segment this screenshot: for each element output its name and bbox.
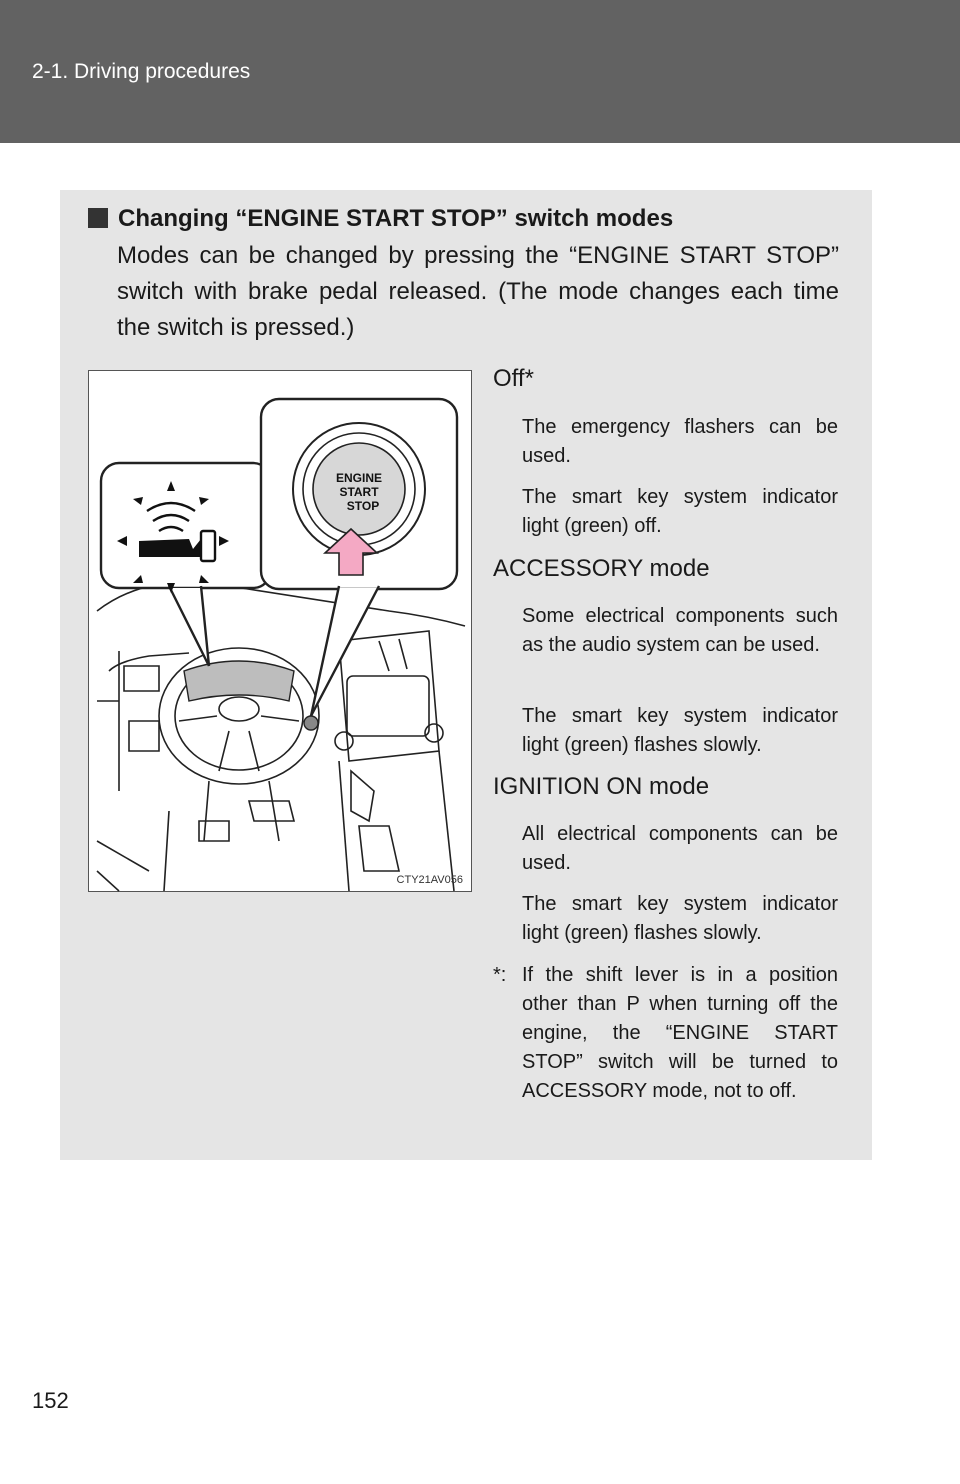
mode-accessory-line-2: The smart key system indicator light (green) flashes slowly. <box>522 705 838 756</box>
square-bullet-icon <box>88 208 108 228</box>
dashboard-illustration <box>88 370 472 892</box>
footnote-mark: *: <box>493 964 507 986</box>
mode-title-accessory: ACCESSORY mode <box>493 555 710 582</box>
mode-ignition-line-1: All electrical components can be used. <box>522 823 838 874</box>
section-title: 2-1. Driving procedures <box>32 60 251 83</box>
footnote-text: If the shift lever is in a position other than P when turning off the engine, the “ENGINE START STOP” switch will be turned to ACCESSORY mode, not to off. <box>522 964 838 1102</box>
mode-off-line-1: The emergency flashers can be used. <box>522 416 838 467</box>
button-label-stop: STOP <box>346 499 380 513</box>
button-label-start: START <box>339 485 379 499</box>
mode-title-off: Off* <box>493 365 534 392</box>
mode-title-ignition: IGNITION ON mode <box>493 773 710 800</box>
heading-text: Changing “ENGINE START STOP” switch modes <box>118 205 674 232</box>
intro-paragraph: Modes can be changed by pressing the “ENGINE START STOP” switch with brake pedal released. (The mode changes each time the switch is pressed.) <box>117 242 839 341</box>
button-label-engine: ENGINE <box>335 471 383 485</box>
section-heading <box>88 205 673 233</box>
dashboard-drawing <box>89 371 473 893</box>
mode-accessory-line-1: Some electrical components such as the audio system can be used. <box>522 605 838 656</box>
mode-ignition-line-2: The smart key system indicator light (green) flashes slowly. <box>522 893 838 944</box>
page-number: 152 <box>32 1388 69 1413</box>
mode-off-line-2: The smart key system indicator light (green) off. <box>522 486 838 537</box>
figure-code: CTY21AV056 <box>396 874 463 886</box>
